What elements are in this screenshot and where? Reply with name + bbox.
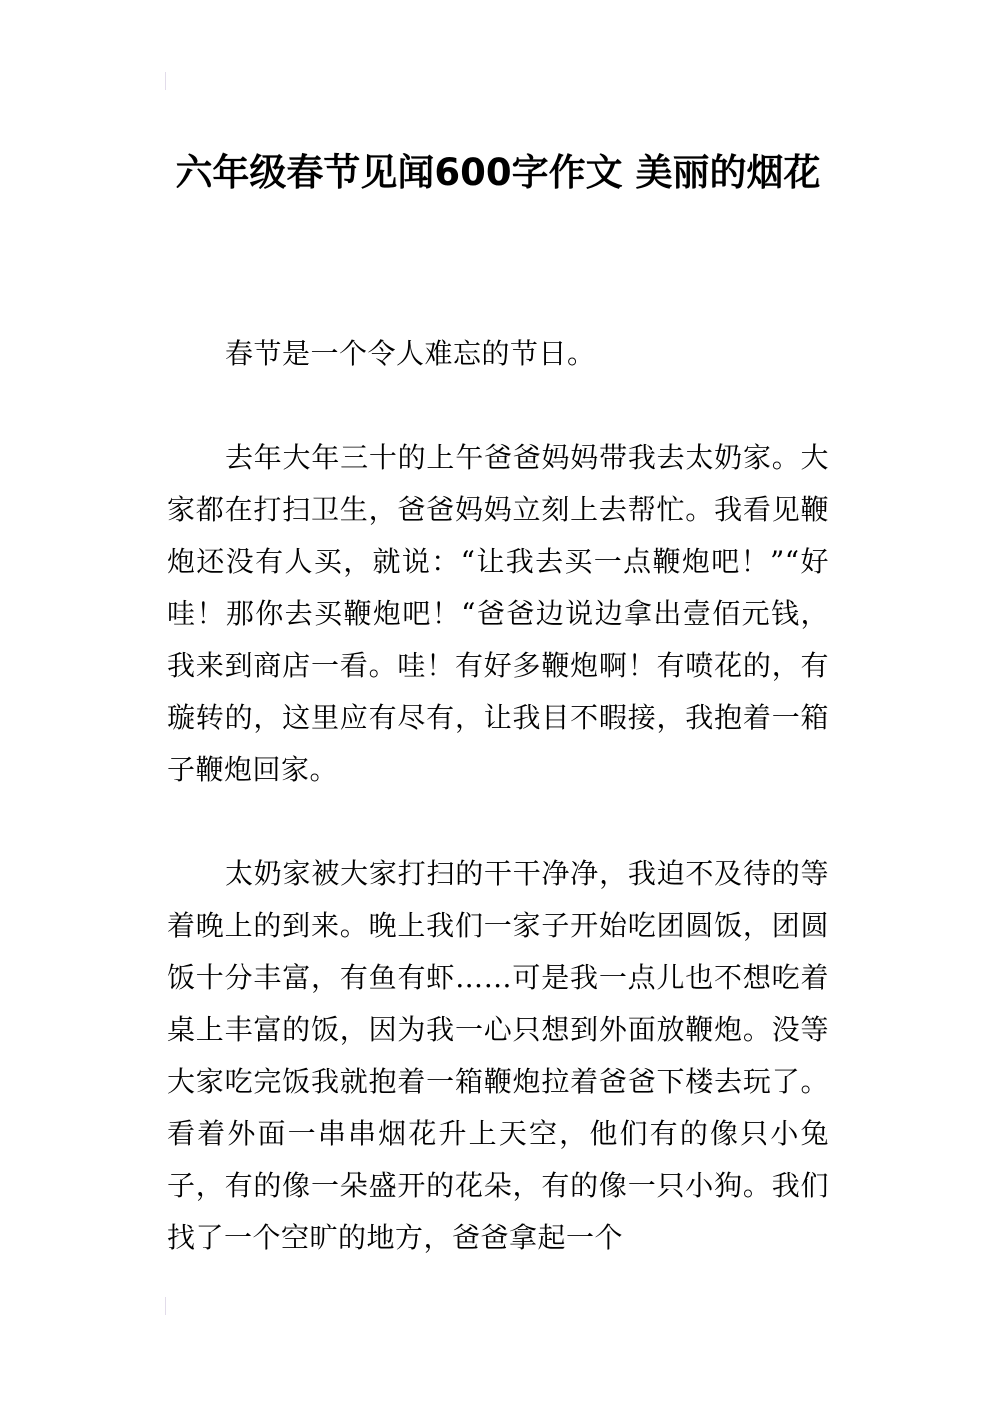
paragraph-1: 春节是一个令人难忘的节日。 [225, 337, 596, 370]
crop-mark-bottom [165, 1297, 166, 1315]
paragraph-2: 去年大年三十的上午爸爸妈妈带我去太奶家。大家都在打扫卫生，爸爸妈妈立刻上去帮忙。我看见鞭炮还没有人买，就说：“让我去买一点鞭炮吧！”“好哇！那你去买鞭炮吧！“爸爸边说边拿出壹佰元钱，我来到商店一看。哇！有好多鞭炮啊！有喷花的，有璇转的，这里应有尽有，让我目不暇接，我抱着一箱子鞭炮回家。 [167, 441, 829, 786]
paragraph-3: 太奶家被大家打扫的干干净净，我迫不及待的等着晚上的到来。晚上我们一家子开始吃团圆饭，团圆饭十分丰富，有鱼有虾……可是我一点儿也不想吃着桌上丰富的饭，因为我一心只想到外面放鞭炮。没等大家吃完饭我就抱着一箱鞭炮拉着爸爸下楼去玩了。看着外面一串串烟花升上天空，他们有的像只小兔子，有的像一朵盛开的花朵，有的像一只小狗。我们找了一个空旷的地方，爸爸拿起一个 [167, 857, 829, 1254]
document-title: 六年级春节见闻600字作文 美丽的烟花 [175, 150, 821, 194]
crop-mark-top [165, 72, 166, 90]
